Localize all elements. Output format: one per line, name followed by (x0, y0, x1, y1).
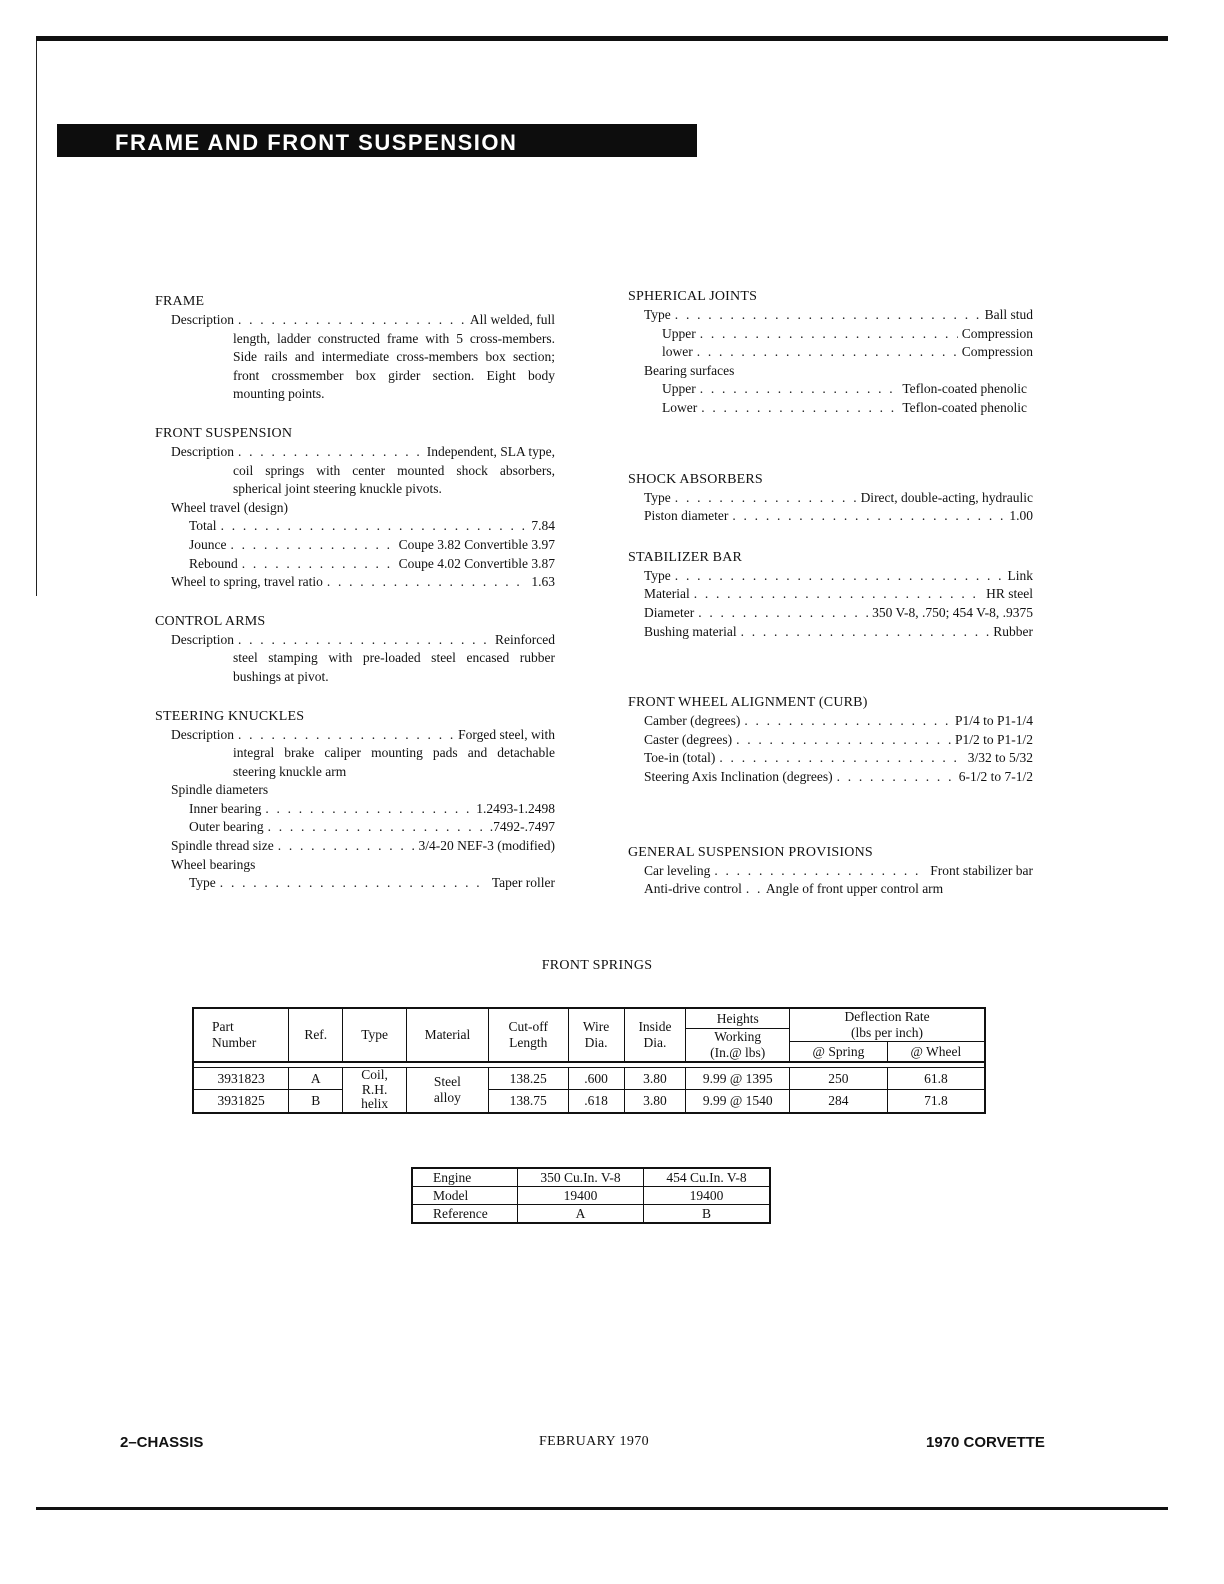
toe-in-row: Toe-in (total) . . . 3/32 to 5/32 (628, 749, 1033, 768)
type-cell: Coil, R.H. helix (343, 1068, 407, 1113)
header-heights: Heights (686, 1008, 790, 1029)
outer-bearing-row: Outer bearing . . . .7492-.7497 (155, 818, 555, 837)
spindle-thread-row: Spindle thread size . . . 3/4-20 NEF-3 (modified) (155, 837, 555, 856)
stabilizer-type-row: Type . . . Link (628, 567, 1033, 586)
front-suspension-heading: FRONT SUSPENSION (155, 425, 293, 441)
general-provisions-heading: GENERAL SUSPENSION PROVISIONS (628, 844, 873, 860)
right-column (628, 287, 1033, 919)
table-row: Reference A B (412, 1205, 770, 1224)
footer-model: 1970 CORVETTE (926, 1434, 1045, 1451)
steering-knuckles-section (155, 707, 555, 893)
camber-row: Camber (degrees) . . . P1/4 to P1-1/4 (628, 712, 1033, 731)
header-cutoff-length: Cut-off Length (488, 1008, 568, 1062)
bearing-type-row: Type . . . Taper roller (155, 874, 555, 893)
shock-absorbers-heading: SHOCK ABSORBERS (628, 471, 763, 487)
table-row: 3931825 B 138.75 .618 3.80 9.99 @ 1540 284 71.8 (193, 1090, 985, 1113)
control-arms-section (155, 612, 555, 687)
footer-date: FEBRUARY 1970 (538, 1434, 650, 1449)
header-working: Working (In.@ lbs) (686, 1029, 790, 1063)
steering-knuckles-description-text: integral brake caliper mounting pads and detachable steering knuckle arm (233, 745, 555, 779)
header-inside-dia: Inside Dia. (624, 1008, 686, 1062)
frame-description-text: length, ladder constructed frame with 5 cross-members. Side rails and intermediate cross-members box section; front crossmember box girder section. Eight body mounting points. (233, 330, 555, 402)
joint-upper-row: Upper . . . Compression (628, 325, 1033, 344)
bearing-lower-row: Lower . . . Teflon-coated phenolic (628, 399, 1033, 418)
spherical-joints-section (628, 287, 1033, 418)
stabilizer-bar-heading: STABILIZER BAR (628, 549, 743, 565)
header-at-spring: @ Spring (790, 1042, 888, 1063)
stabilizer-material-row: Material . . . HR steel (628, 585, 1033, 604)
joint-lower-row: lower . . . Compression (628, 343, 1033, 362)
bushing-material-row: Bushing material . . . Rubber (628, 623, 1033, 642)
table-row: Engine 350 Cu.In. V-8 454 Cu.In. V-8 (412, 1168, 770, 1187)
spindle-diameters-label: Spindle diameters (171, 782, 269, 798)
engine-reference-table (411, 1167, 771, 1224)
bearing-surfaces-label: Bearing surfaces (644, 362, 735, 378)
table-row: Model 19400 19400 (412, 1187, 770, 1205)
header-material: Material (407, 1008, 489, 1062)
footer-section-label: 2–CHASSIS (120, 1434, 204, 1451)
front-suspension-description-row: Description . . . Independent, SLA type, (155, 443, 555, 462)
spherical-joints-heading: SPHERICAL JOINTS (628, 289, 758, 304)
header-deflection-rate: Deflection Rate (lbs per inch) (790, 1008, 985, 1042)
anti-drive-row: Anti-drive control . . . Angle of front upper control arm (628, 880, 1033, 899)
general-provisions-section (628, 843, 1033, 899)
shock-type-row: Type . . . Direct, double-acting, hydraulic (628, 489, 1033, 508)
wheel-travel-label: Wheel travel (design) (171, 499, 288, 515)
header-at-wheel: @ Wheel (887, 1042, 985, 1063)
jounce-row: Jounce . . . Coupe 3.82 Convertible 3.97 (155, 536, 555, 555)
header-part-number: Part Number (193, 1008, 289, 1062)
page-title: FRAME AND FRONT SUSPENSION (115, 130, 518, 155)
front-springs-title: FRONT SPRINGS (541, 958, 653, 973)
control-arms-heading: CONTROL ARMS (155, 613, 266, 629)
stabilizer-diameter-row: Diameter . . . 350 V-8, .750; 454 V-8, .9375 (628, 604, 1033, 623)
steering-knuckles-heading: STEERING KNUCKLES (155, 708, 305, 724)
travel-ratio-row: Wheel to spring, travel ratio . . . 1.63 (155, 573, 555, 592)
header-type: Type (343, 1008, 407, 1062)
frame-section (155, 292, 555, 404)
frame-heading: FRAME (155, 294, 205, 309)
header-ref: Ref. (289, 1008, 343, 1062)
stabilizer-bar-section (628, 548, 1033, 641)
steering-knuckles-description-row: Description . . . Forged steel, with (155, 726, 555, 745)
alignment-section (628, 693, 1033, 786)
shock-absorbers-section (628, 470, 1033, 526)
bottom-rule (36, 1507, 1168, 1510)
top-rule (36, 36, 1168, 41)
alignment-heading: FRONT WHEEL ALIGNMENT (CURB) (628, 695, 868, 711)
inner-bearing-row: Inner bearing . . . 1.2493-1.2498 (155, 800, 555, 819)
table-row: 3931823 A Coil, R.H. helix Steel alloy 138.25 .600 3.80 9.99 @ 1395 250 61.8 (193, 1068, 985, 1090)
control-arms-description-row: Description . . . Reinforced (155, 631, 555, 650)
material-cell: Steel alloy (407, 1068, 489, 1113)
caster-row: Caster (degrees) . . . P1/2 to P1-1/2 (628, 731, 1033, 750)
wheel-bearings-label: Wheel bearings (171, 856, 256, 872)
front-suspension-section (155, 424, 555, 592)
control-arms-description-text: steel stamping with pre-loaded steel encased rubber bushings at pivot. (233, 650, 555, 684)
steering-axis-row: Steering Axis Inclination (degrees) . . . 6-1/2 to 7-1/2 (628, 768, 1033, 787)
left-column (155, 292, 555, 913)
bearing-upper-row: Upper . . . Teflon-coated phenolic (628, 380, 1033, 399)
piston-diameter-row: Piston diameter . . . 1.00 (628, 507, 1033, 526)
header-wire-dia: Wire Dia. (568, 1008, 624, 1062)
section-title-bar (57, 124, 697, 157)
front-springs-table (192, 1007, 986, 1114)
front-suspension-description-text: coil springs with center mounted shock absorbers, spherical joint steering knuckle pivots. (233, 462, 555, 497)
total-row: Total . . . 7.84 (155, 517, 555, 536)
frame-description-row: Description . . . All welded, full (155, 311, 555, 330)
car-leveling-row: Car leveling . . . Front stabilizer bar (628, 862, 1033, 881)
joint-type-row: Type . . . Ball stud (628, 306, 1033, 325)
rebound-row: Rebound . . . Coupe 4.02 Convertible 3.87 (155, 555, 555, 574)
left-edge-line (36, 41, 37, 596)
